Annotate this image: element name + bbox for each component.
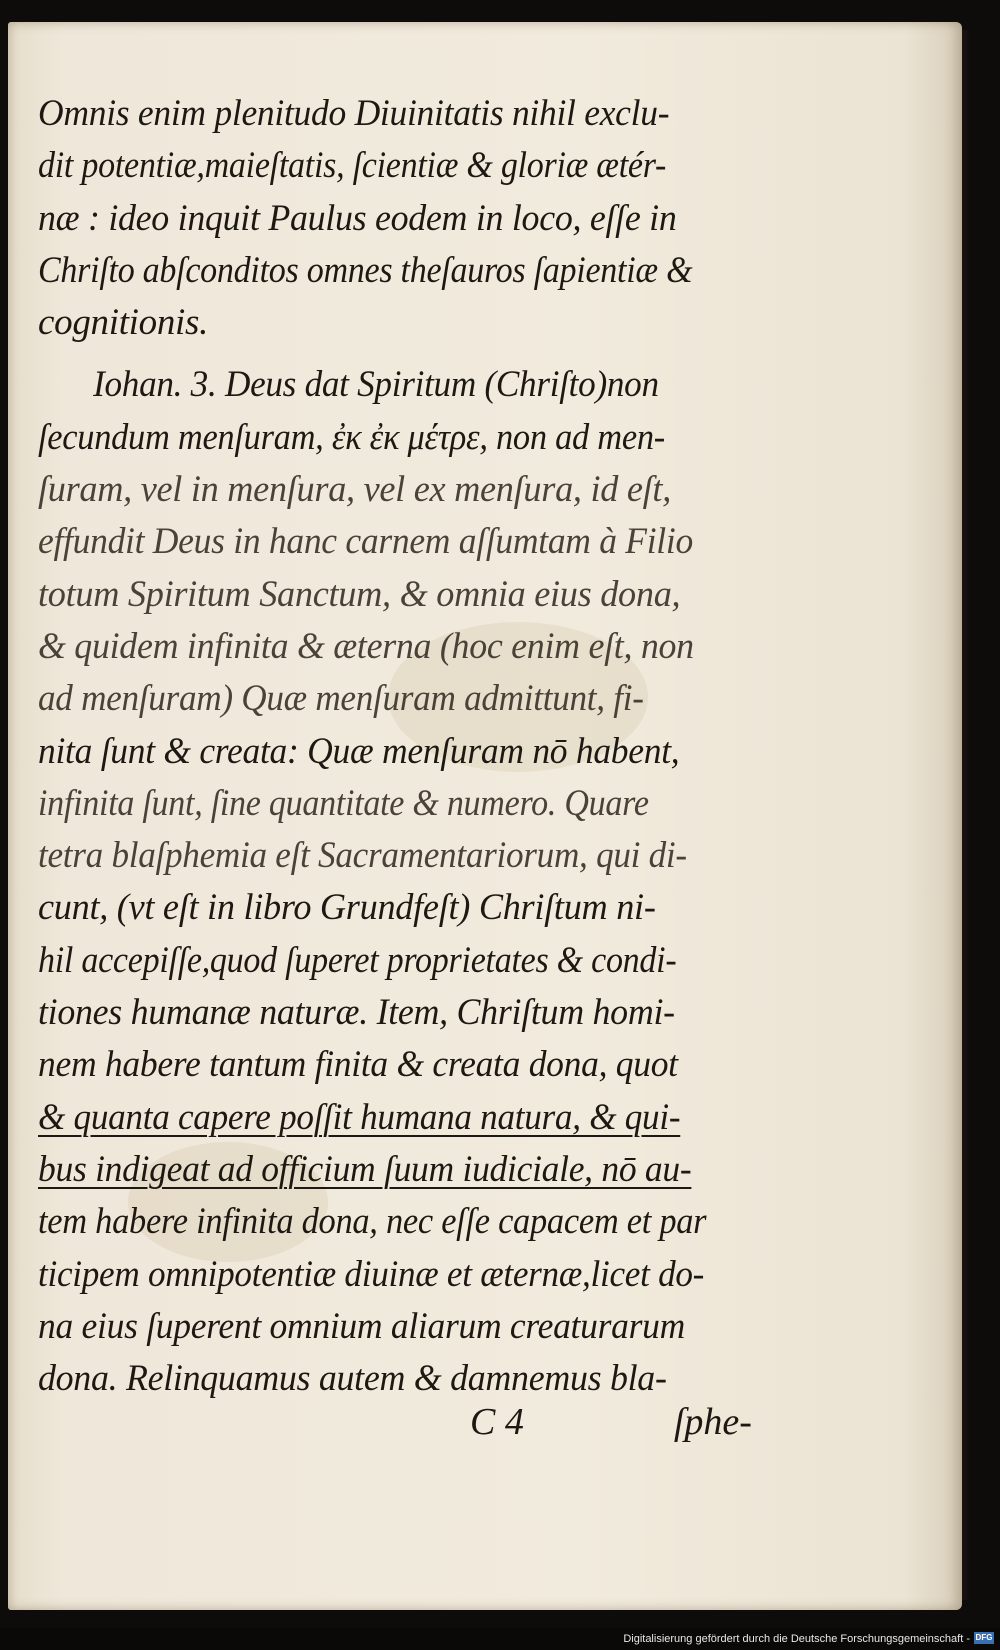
text-line: infinita ſunt, ſine quantitate & numero. Quare (38, 782, 649, 824)
text-line: tiones humanæ naturæ. Item, Chriſtum homi- (38, 992, 675, 1034)
text-line: & quidem infinita & æterna (hoc enim eſt, non (38, 625, 694, 667)
text-line: Chriſto abſconditos omnes theſauros ſapientiæ & (38, 249, 693, 291)
text-line: hil accepiſſe,quod ſuperet proprietates & condi- (38, 939, 677, 981)
text-line: nem habere tantum finita & creata dona, quot (38, 1044, 678, 1086)
signature-line (470, 1400, 752, 1444)
underlined-text-line: & quanta capere poſſit humana natura, & qui- (38, 1096, 681, 1138)
text-line: dona. Relinquamus autem & damnemus bla- (38, 1358, 667, 1400)
body-text (38, 88, 778, 1405)
text-line: ad menſuram) Quæ menſuram admittunt, fi- (38, 678, 644, 720)
paragraph-start-line: Iohan. 3. Deus dat Spiritum (Chriſto)non (93, 364, 659, 406)
text-line: ticipem omnipotentiæ diuinæ et æternæ,licet do- (38, 1253, 705, 1295)
text-line: cunt, (vt eſt in libro Grundfeſt) Chriſtum ni- (38, 887, 656, 929)
text-line: cognitionis. (38, 302, 209, 344)
underlined-text-line: bus indigeat ad officium ſuum iudiciale, nō au- (38, 1148, 692, 1190)
text-line: effundit Deus in hanc carnem aſſumtam à Filio (38, 521, 693, 563)
text-line: tem habere infinita dona, nec eſſe capacem et par (38, 1201, 707, 1243)
text-line: Omnis enim plenitudo Diuinitatis nihil exclu- (38, 93, 670, 134)
dfg-logo: DFG (975, 1633, 993, 1642)
text-line: ſecundum menſuram, ἐκ ἐκ μέτρε, non ad men- (38, 416, 665, 458)
text-line: dit potentiæ,maieſtatis, ſcientiæ & gloriæ ætér- (38, 145, 667, 187)
digitization-credit: Digitalisierung gefördert durch die Deutsche Forschungsgemeinschaft - (623, 1633, 970, 1645)
text-line: næ : ideo inquit Paulus eodem in loco, eſſe in (38, 197, 677, 239)
catchword: ſphe- (673, 1401, 752, 1443)
signature-mark: C 4 (470, 1401, 524, 1443)
text-line: na eius ſuperent omnium aliarum creaturarum (38, 1305, 685, 1347)
text-line: ſuram, vel in menſura, vel ex menſura, id eſt, (38, 469, 671, 511)
text-line: totum Spiritum Sanctum, & omnia eius dona, (38, 573, 681, 615)
text-line: nita ſunt & creata: Quæ menſuram nō habent, (38, 730, 680, 772)
text-line: tetra blaſphemia eſt Sacramentariorum, qui di- (38, 835, 687, 877)
